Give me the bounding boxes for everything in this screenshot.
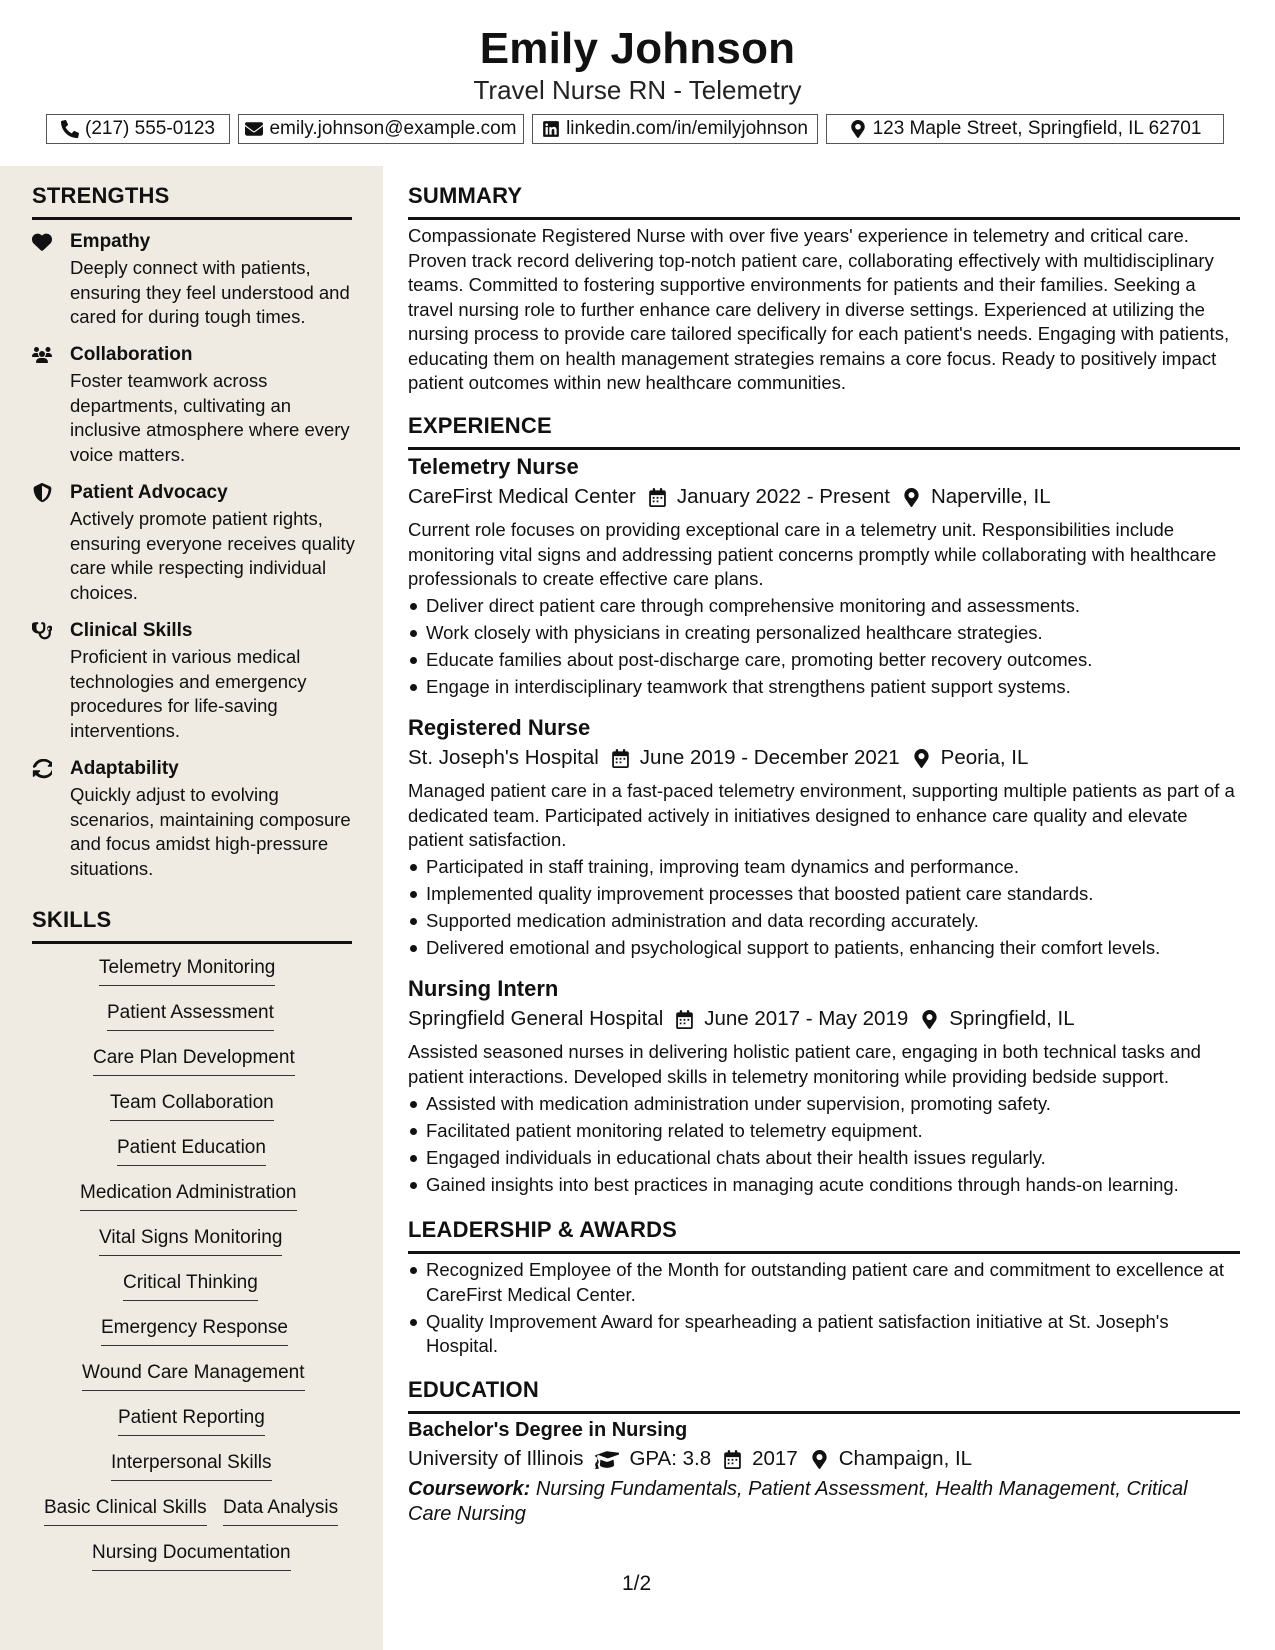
job-location: Springfield, IL	[949, 1007, 1075, 1030]
skill-tag: Care Plan Development	[93, 1046, 295, 1076]
coursework	[408, 1477, 1208, 1526]
job-bullet: Work closely with physicians in creating personalized healthcare strategies.	[408, 621, 1240, 646]
job-description: Current role focuses on providing exceptional care in a telemetry unit. Responsibilities include monitoring vital signs and addressing patient concerns promptly while collaborating with healthcare professionals to create effective care plans.	[408, 519, 1217, 589]
calendar-icon	[648, 488, 667, 507]
skill-tag: Patient Reporting	[118, 1406, 265, 1436]
sidebar	[0, 166, 383, 1650]
map-pin-icon	[920, 1010, 939, 1029]
skill-tag: Patient Education	[117, 1136, 266, 1166]
page-number: 1/2	[622, 1572, 652, 1595]
job-bullet: Gained insights into best practices in managing acute conditions through hands-on learning.	[408, 1173, 1240, 1198]
strength-item	[32, 618, 362, 748]
job-meta	[408, 744, 1028, 772]
skill-tag: Critical Thinking	[123, 1271, 258, 1301]
job-bullet: Engaged individuals in educational chats about their health issues regularly.	[408, 1146, 1240, 1171]
job-bullet: Facilitated patient monitoring related to telemetry equipment.	[408, 1119, 1240, 1144]
skill-tag: Patient Assessment	[107, 1001, 274, 1031]
stethoscope-icon	[32, 621, 54, 643]
job-location: Peoria, IL	[940, 746, 1029, 769]
map-pin-icon	[902, 488, 921, 507]
strength-description: Quickly adjust to evolving scenarios, maintaining composure and focus amidst high-pressure situations.	[70, 784, 351, 879]
job-bullet: Implemented quality improvement processes that boosted patient care standards.	[408, 882, 1240, 907]
degree-title: Bachelor's Degree in Nursing	[408, 1419, 688, 1441]
strength-description: Foster teamwork across departments, cultivating an inclusive atmosphere where every voice matters.	[70, 370, 350, 465]
skill-tag: Emergency Response	[101, 1316, 288, 1346]
strength-description: Actively promote patient rights, ensuring everyone receives quality care while respecting individual choices.	[70, 508, 355, 603]
strength-title: Clinical Skills	[70, 620, 193, 641]
job-location: Naperville, IL	[930, 485, 1051, 508]
candidate-name: Emily Johnson	[479, 24, 796, 73]
job-employer: Springfield General Hospital	[408, 1007, 664, 1030]
job-title: Telemetry Nurse	[408, 454, 579, 479]
skill-tag: Wound Care Management	[82, 1361, 305, 1391]
job-bullet: Educate families about post-discharge care, promoting better recovery outcomes.	[408, 648, 1240, 673]
job-employer: CareFirst Medical Center	[408, 485, 636, 508]
strength-title: Patient Advocacy	[70, 482, 228, 503]
strength-title: Empathy	[70, 231, 151, 252]
school-name: University of Illinois	[408, 1447, 584, 1470]
strength-item	[32, 480, 362, 610]
skill-tag: Telemetry Monitoring	[99, 956, 275, 986]
job-bullet: Deliver direct patient care through comprehensive monitoring and assessments.	[408, 594, 1240, 619]
skill-tag: Medication Administration	[80, 1181, 297, 1211]
contact-address[interactable]	[826, 114, 1224, 144]
coursework-list: Nursing Fundamentals, Patient Assessment, Health Management, Critical Care Nursing	[408, 1478, 1188, 1525]
job-title: Nursing Intern	[408, 976, 559, 1001]
strengths-heading: STRENGTHS	[32, 183, 170, 208]
skill-tag: Team Collaboration	[110, 1091, 274, 1121]
contact-phone[interactable]	[46, 114, 230, 144]
leadership-list	[408, 1258, 1240, 1361]
job-bullet: Delivered emotional and psychological support to patients, enhancing their comfort levels.	[408, 936, 1240, 961]
education-section-header	[408, 1376, 1240, 1414]
job-meta	[408, 483, 1051, 511]
strength-item	[32, 342, 362, 472]
coursework-label: Coursework:	[408, 1478, 531, 1500]
skill-tag: Interpersonal Skills	[111, 1451, 272, 1481]
section-divider	[32, 941, 352, 944]
strength-item	[32, 229, 362, 339]
school-location: Champaign, IL	[838, 1447, 973, 1470]
contact-linkedin[interactable]	[532, 114, 818, 144]
linkedin-icon	[542, 120, 560, 138]
shield-icon	[32, 483, 54, 505]
graduation-year: 2017	[752, 1447, 798, 1470]
leadership-section-header	[408, 1216, 1240, 1254]
summary-section-header	[408, 182, 1240, 220]
job-bullet: Engage in interdisciplinary teamwork that strengthens patient support systems.	[408, 675, 1240, 700]
job-bullet: Assisted with medication administration under supervision, promoting safety.	[408, 1092, 1240, 1117]
phone-icon	[61, 120, 79, 138]
job-dates: January 2022 - Present	[676, 485, 890, 508]
job-description: Managed patient care in a fast-paced telemetry environment, supporting multiple patients as part of a dedicated team. Participated actively in initiatives designed to enhance care quality and elevate patient satisfaction.	[408, 780, 1235, 850]
map-pin-icon	[810, 1450, 829, 1469]
job-employer: St. Joseph's Hospital	[408, 746, 599, 769]
education-meta	[408, 1445, 972, 1473]
calendar-icon	[611, 749, 630, 768]
education-heading: EDUCATION	[408, 1377, 539, 1402]
strength-title: Adaptability	[70, 758, 179, 779]
section-divider	[32, 217, 352, 220]
gpa: GPA: 3.8	[629, 1447, 712, 1470]
section-divider	[408, 217, 1240, 220]
graduation-cap-icon	[595, 1450, 619, 1469]
contact-email[interactable]	[238, 114, 524, 144]
strength-title: Collaboration	[70, 344, 193, 365]
job-dates: June 2017 - May 2019	[704, 1007, 909, 1030]
section-divider	[408, 1251, 1240, 1254]
refresh-icon	[32, 759, 54, 781]
award-item: Recognized Employee of the Month for outstanding patient care and commitment to excellence at CareFirst Medical Center.	[408, 1258, 1240, 1307]
summary-text: Compassionate Registered Nurse with over five years' experience in telemetry and critical care. Proven track record delivering top-notch patient care, collaborating effectively with multidisciplinary teams. Committed to fostering supportive environments for patients and their families. Seeking a travel nursing role to further enhance care delivery in diverse settings. Experienced at utilizing the nursing process to provide care tailored specifically for each patient's needs. Engaging with patients, educating them on health management strategies remains a core focus. Ready to positively impact patient outcomes within new healthcare communities.	[408, 225, 1230, 393]
calendar-icon	[723, 1450, 742, 1469]
summary-heading: SUMMARY	[408, 183, 523, 208]
skills-heading: SKILLS	[32, 907, 112, 932]
envelope-icon	[245, 120, 263, 138]
contact-bar	[46, 114, 1224, 144]
map-pin-icon	[912, 749, 931, 768]
strength-description: Proficient in various medical technologies and emergency procedures for life-saving interventions.	[70, 646, 307, 741]
heart-icon	[32, 232, 54, 254]
contact-address-text: 123 Maple Street, Springfield, IL 62701	[872, 118, 1202, 139]
skills-section-header	[32, 906, 352, 944]
strength-description: Deeply connect with patients, ensuring they feel understood and cared for during tough times.	[70, 257, 350, 327]
skill-tag: Vital Signs Monitoring	[99, 1226, 282, 1256]
main-content	[408, 166, 1240, 1650]
job-bullet: Participated in staff training, improving team dynamics and performance.	[408, 855, 1240, 880]
strengths-section-header	[32, 182, 352, 220]
job-bullets	[408, 594, 1240, 702]
job-bullets	[408, 855, 1240, 963]
users-icon	[32, 345, 54, 367]
job-bullets	[408, 1092, 1240, 1200]
leadership-heading: LEADERSHIP & AWARDS	[408, 1217, 678, 1242]
calendar-icon	[675, 1010, 694, 1029]
skill-tag: Data Analysis	[223, 1496, 338, 1526]
section-divider	[408, 447, 1240, 450]
skill-tag: Nursing Documentation	[92, 1541, 291, 1571]
job-description: Assisted seasoned nurses in delivering holistic patient care, engaging in both technical tasks and patient interactions. Developed skills in telemetry monitoring while providing bedside support.	[408, 1041, 1201, 1087]
resume-header	[0, 0, 1275, 166]
job-title: Registered Nurse	[408, 715, 591, 740]
map-pin-icon	[849, 120, 867, 138]
skill-tag: Basic Clinical Skills	[44, 1496, 207, 1526]
job-meta	[408, 1005, 1075, 1033]
job-bullet: Supported medication administration and data recording accurately.	[408, 909, 1240, 934]
job-dates: June 2019 - December 2021	[639, 746, 900, 769]
experience-heading: EXPERIENCE	[408, 413, 552, 438]
section-divider	[408, 1411, 1240, 1414]
experience-section-header	[408, 412, 1240, 450]
contact-email-text: emily.johnson@example.com	[269, 118, 517, 139]
strength-item	[32, 756, 362, 886]
contact-phone-text: (217) 555-0123	[85, 118, 215, 139]
contact-linkedin-text: linkedin.com/in/emilyjohnson	[566, 118, 808, 139]
candidate-title: Travel Nurse RN - Telemetry	[473, 75, 802, 105]
award-item: Quality Improvement Award for spearheading a patient satisfaction initiative at St. Joseph's Hospital.	[408, 1310, 1240, 1359]
